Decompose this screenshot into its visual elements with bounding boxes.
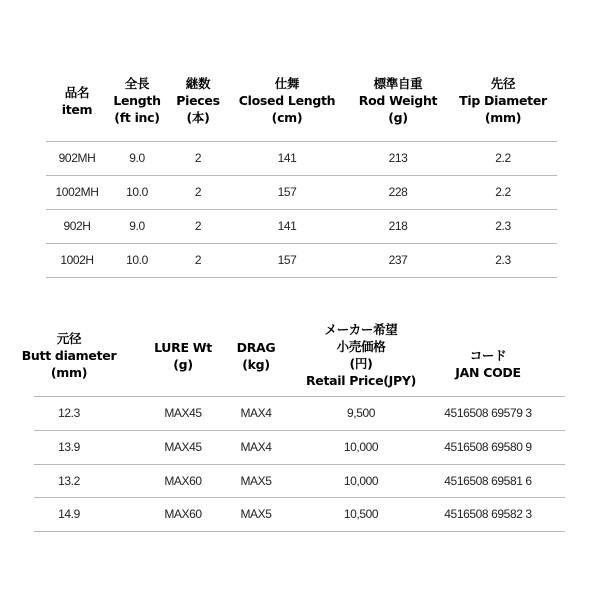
cell-drag: MAX5 — [240, 507, 272, 521]
cell-tip-diameter: 2.3 — [495, 219, 511, 233]
table-row — [34, 396, 565, 430]
header-tip-diameter-jp: 先径 — [490, 76, 516, 91]
cell-pieces: 2 — [194, 151, 202, 165]
header-item-jp: 品名 — [64, 85, 90, 100]
cell-length: 10.0 — [126, 253, 148, 267]
cell-butt-diameter: 13.9 — [58, 440, 80, 454]
cell-pieces: 2 — [194, 219, 202, 233]
header-retail-price-unit: (円) — [349, 356, 373, 371]
table-row — [34, 497, 565, 532]
header-retail-price — [306, 321, 416, 389]
cell-drag: MAX4 — [240, 406, 272, 420]
cell-butt-diameter: 12.3 — [58, 406, 80, 420]
cell-rod-weight: 228 — [388, 185, 408, 199]
header-jan-code-jp: コード — [469, 348, 507, 363]
cell-rod-weight: 237 — [388, 253, 408, 267]
header-rod-weight-en: Rod Weight — [358, 93, 438, 108]
header-tip-diameter-en: Tip Diameter — [459, 93, 547, 108]
cell-jan-code: 4516508 69580 9 — [444, 440, 532, 454]
cell-retail-price: 10,000 — [343, 440, 379, 454]
cell-retail-price: 10,500 — [343, 507, 379, 521]
header-length-en: Length — [113, 93, 161, 108]
cell-retail-price: 10,000 — [343, 474, 379, 488]
header-jan-code-en: JAN CODE — [455, 365, 521, 380]
header-drag — [237, 339, 276, 373]
header-lure-weight — [154, 339, 212, 373]
cell-length: 9.0 — [129, 219, 145, 233]
header-retail-price-en: Retail Price(JPY) — [305, 373, 417, 388]
cell-tip-diameter: 2.3 — [495, 253, 511, 267]
cell-jan-code: 4516508 69582 3 — [444, 507, 532, 521]
cell-pieces: 2 — [194, 253, 202, 267]
cell-length: 10.0 — [126, 185, 148, 199]
cell-closed-length: 141 — [277, 219, 297, 233]
cell-item: 1002H — [60, 253, 94, 267]
cell-closed-length: 157 — [277, 185, 297, 199]
header-jan-code — [455, 347, 520, 381]
header-item-en: item — [61, 102, 93, 117]
cell-closed-length: 141 — [277, 151, 297, 165]
header-pieces-unit: (本) — [186, 110, 210, 125]
header-lure-weight-en: LURE Wt — [154, 340, 212, 355]
cell-jan-code: 4516508 69581 6 — [444, 474, 532, 488]
cell-butt-diameter: 14.9 — [58, 507, 80, 521]
header-closed-length-jp: 仕舞 — [274, 76, 300, 91]
cell-drag: MAX5 — [240, 474, 272, 488]
cell-lure-weight: MAX45 — [164, 440, 202, 454]
header-pieces-jp: 継数 — [185, 76, 211, 91]
cell-lure-weight: MAX45 — [164, 406, 202, 420]
cell-drag: MAX4 — [240, 440, 272, 454]
table-row — [34, 464, 565, 498]
cell-length: 9.0 — [129, 151, 145, 165]
header-closed-length-en: Closed Length — [238, 93, 336, 108]
header-length-unit: (ft inc) — [114, 110, 160, 125]
header-rod-weight-unit: (g) — [388, 110, 408, 125]
header-butt-diameter-unit: (mm) — [50, 365, 88, 380]
cell-rod-weight: 213 — [388, 151, 408, 165]
spec-table-2 — [21, 0, 565, 560]
cell-lure-weight: MAX60 — [164, 507, 202, 521]
header-tip-diameter-unit: (mm) — [484, 110, 522, 125]
header-retail-price-jp-1: メーカー希望 — [324, 322, 398, 337]
cell-jan-code: 4516508 69579 3 — [444, 406, 532, 420]
header-butt-diameter-jp: 元径 — [56, 331, 82, 346]
cell-tip-diameter: 2.2 — [495, 185, 511, 199]
cell-tip-diameter: 2.2 — [495, 151, 511, 165]
cell-item: 902H — [63, 219, 91, 233]
cell-item: 902MH — [58, 151, 96, 165]
cell-item: 1002MH — [55, 185, 99, 199]
header-lure-weight-unit: (g) — [173, 357, 193, 372]
header-butt-diameter-en: Butt diameter — [21, 348, 117, 363]
header-butt-diameter — [22, 330, 117, 381]
cell-butt-diameter: 13.2 — [58, 474, 80, 488]
cell-lure-weight: MAX60 — [164, 474, 202, 488]
header-length-jp: 全長 — [124, 76, 150, 91]
header-pieces-en: Pieces — [176, 93, 220, 108]
table-row — [34, 430, 565, 464]
cell-rod-weight: 218 — [388, 219, 408, 233]
cell-retail-price: 9,500 — [346, 406, 376, 420]
header-rod-weight-jp: 標準自重 — [373, 76, 423, 91]
header-drag-unit: (kg) — [242, 357, 270, 372]
header-retail-price-jp-2: 小売価格 — [336, 339, 386, 354]
cell-closed-length: 157 — [277, 253, 297, 267]
cell-pieces: 2 — [194, 185, 202, 199]
header-drag-en: DRAG — [236, 340, 276, 355]
header-closed-length-unit: (cm) — [271, 110, 303, 125]
